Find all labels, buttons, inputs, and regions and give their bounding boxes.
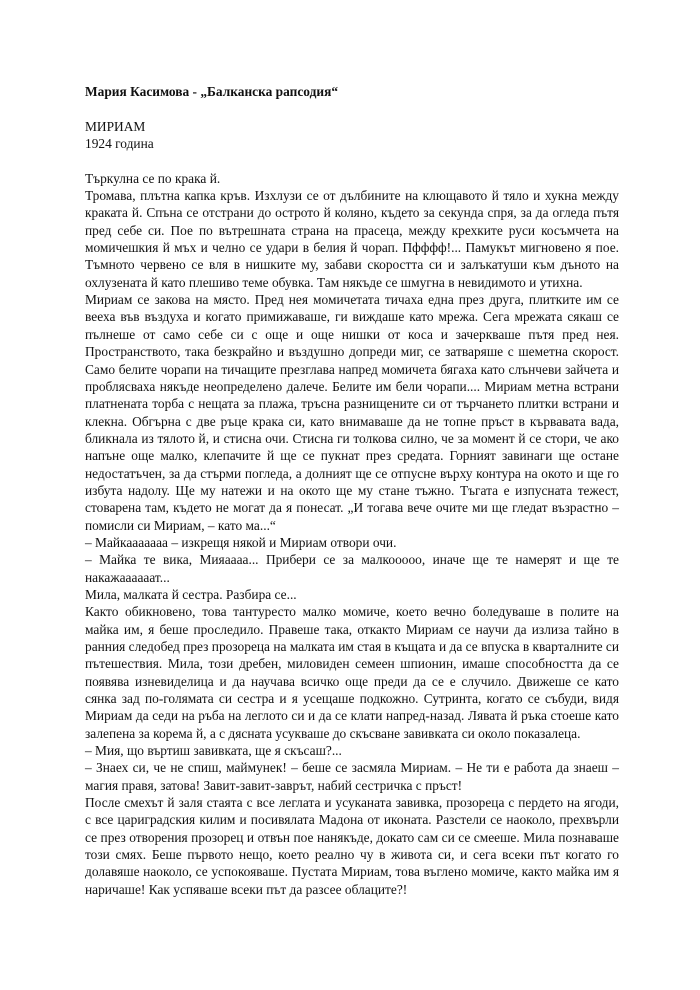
document-page (85, 83, 619, 898)
paragraph: Както обикновено, това тантуресто малко момиче, което вечно боледуваше в полите на майка им, я беше проследило. Правеше така, откакто Мириам се научи да излиза тайно в ранния следобед през прозореца на малката им стая в къщата и да се впуска в кварталните си пътешествия. Мила, този дребен, миловиден семеен шпионин, имаше способността да се появява изневиделица и да научава всичко още преди да се е случило. Движеше се като сянка зад по-голямата си сестра и я усещаше подкожно. Сутринта, когато се събуди, видя Мириам да седи на ръба на леглото си и да се клати напред-назад. Лявата й ръка стоеше като залепена за корема й, а с дясната усукваше до скъсване завивката си около показалеца. (85, 604, 619, 741)
body-text (85, 170, 619, 898)
chapter-name: МИРИАМ (85, 118, 146, 134)
paragraph: Мила, малката й сестра. Разбира се... (85, 586, 297, 602)
paragraph: – Майкааааааа – изкрещя някой и Мириам отвори очи. (85, 534, 397, 550)
paragraph: Тромава, плътна капка кръв. Изхлузи се от дълбините на клющавото й тяло и хукна между краката й. Спъна се отстрани до острото й колянo, където за секунда спря, за да огледа пътя пред себе си. Пое по вътрешната страна на прасеца, между крехките руси косъмчета на момичешкия й мъх и челно се удари в белия й чорап. Пфффф!... Памукът мигновено я пое. Тъмното червено се вля в нишките му, забави скоростта си и залъкатуши към дъното на охлузената й като плешиво теме обувка. Там някъде се шмугна в невидимото и утихна. (85, 188, 619, 290)
paragraph: Търкулна се по крака й. (85, 170, 221, 186)
paragraph: После смехът й заля стаята с все леглата и усуканата завивка, прозореца с пердето на ягоди, с все цариградския килим и посивялата Мадона от иконата. Разстели се наоколо, прехвърли се през отворения прозорец и отвън пое нанякъде, докато сам си се смееше. Мила познаваше този смях. Беше първото нещо, което реално чу в живота си, и сега всеки път когато го долавяше наоколо, се успокояваше. Пустата Мириам, това въглено момиче, както майка им я наричаше! Как успяваше всеки път да разсее облаците?! (85, 795, 619, 897)
paragraph: – Майка те вика, Мияаааа... Прибери се за малкоoooo, иначе ще те намерят и ще те накажаааааат... (85, 552, 619, 585)
paragraph: Мириам се закова на място. Пред нея момичетата тичаха една през друга, плитките им се вееха във въздуха и когато примижаваше, ги виждаше като мрежа. Сега мрежата сякаш се пълнеше от само себе си с още и още нишки от коса и зачеркваше пътя пред нея. Пространството, така безкрайно и въздушно допреди миг, се затваряше с шеметна скорост. Само белите чорапи на тичащите презглава напред момичета бягаха като слънчеви зайчета и проблясваха някъде неопределено далече. Белите им бели чорапи.... Мириам метна встрани платнената торба с нещата за плажа, тръсна разнищените си от търчането плитки встрани и клекна. Обгърна с две ръце крака си, като внимаваше да не топне пръст в кървавата вада, бликнала из тялото й, и стисна очи. Стисна ги толкова силно, че за момент й се стори, че ако напъне още малко, клепачите й ще се пукнат през средата. Горният завинаги ще остане недостатъчен, за да стърми погледа, а долният ще се отпусне върху контура на окото и ще го избута надолу. Ще му натежи и на окото ще му стане тъжно. Тъгата е изпусната тежест, стоварена там, където не могат да я понесат. „И тогава вече очите ми ще гледат възрастно – помисли си Мириам, – като ма...“ (85, 292, 619, 533)
document-title: Мария Касимова - „Балканска рапсодия“ (85, 84, 339, 99)
paragraph: – Знаех си, че не спиш, маймунек! – беше се засмяла Мириам. – Не ти е работа да знаеш – магия правя, затова! Завит-завит-заврът, набий сестричка с пръст! (85, 760, 619, 793)
chapter-year: 1924 година (85, 136, 154, 152)
spacer (85, 100, 619, 117)
paragraph: – Мия, що въртиш завивката, ще я скъсаш?... (85, 743, 342, 759)
spacer (85, 152, 619, 169)
